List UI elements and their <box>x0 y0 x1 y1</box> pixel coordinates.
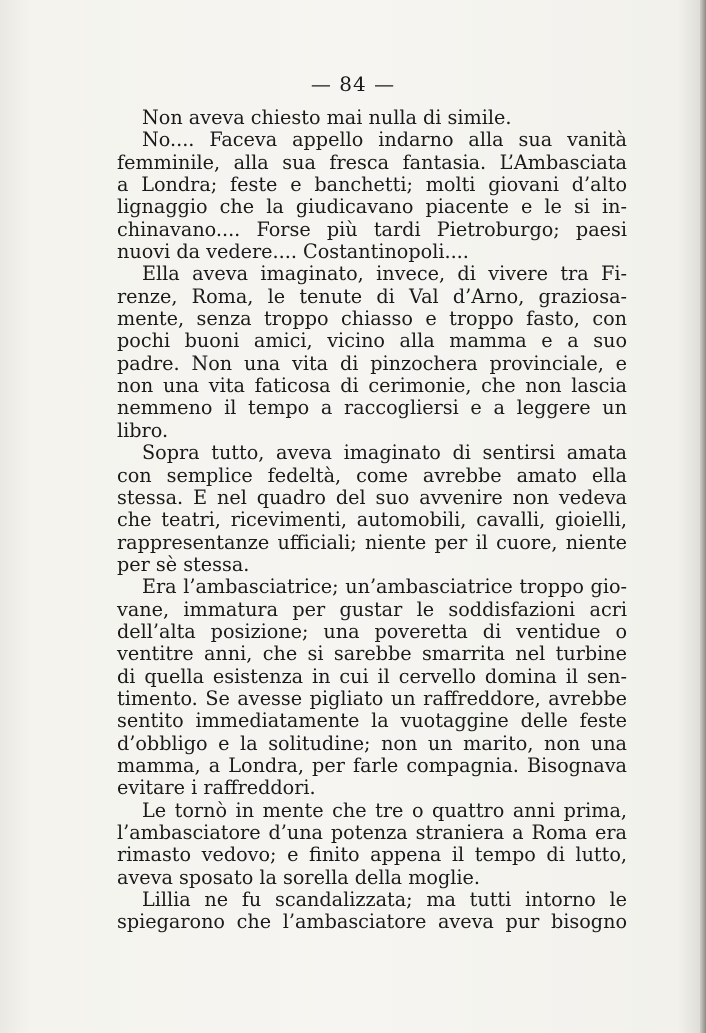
text-line: l’ambasciatore d’una potenza straniera a Roma era <box>117 821 627 844</box>
text-line: sentito immediatamente la vuotaggine delle feste <box>117 709 627 733</box>
text-line: renze, Roma, le tenute di Val d’Arno, graziosa- <box>117 284 627 308</box>
page-number: — 84 — <box>310 72 396 96</box>
text-line: Sopra tutto, aveva imaginato di sentirsi amata <box>142 441 627 465</box>
text-line: mamma, a Londra, per farle compagnia. Bisognava <box>117 753 627 777</box>
text-line: ventitre anni, che si sarebbe smarrita nel turbine <box>117 642 627 666</box>
text-line: non una vita faticosa di cerimonie, che non lascia <box>117 374 627 398</box>
text-line: evitare i raffreddori. <box>117 776 316 800</box>
body-text <box>117 107 627 934</box>
text-line: nuovi da vedere.... Costantinopoli.... <box>117 240 469 264</box>
text-line: lignaggio che la giudicavano piacente e le si in- <box>117 195 627 219</box>
text-line: che teatri, ricevimenti, automobili, cavalli, gioielli, <box>117 508 627 532</box>
text-line: di quella esistenza in cui il cervello domina il sen- <box>117 664 627 688</box>
text-line: timento. Se avesse pigliato un raffreddore, avrebbe <box>117 686 627 710</box>
text-line: pochi buoni amici, vicino alla mamma e a suo <box>117 329 627 353</box>
text-line: No.... Faceva appello indarno alla sua vanità <box>142 128 627 152</box>
text-line: a Londra; feste e banchetti; molti giovani d’alto <box>117 173 627 197</box>
text-line: chinavano.... Forse più tardi Pietroburgo; paesi <box>117 217 627 241</box>
text-line: stessa. E nel quadro del suo avvenire non vedeva <box>117 485 627 509</box>
text-line: padre. Non una vita di pinzochera provinciale, e <box>117 351 627 375</box>
page-edge-shadow <box>700 0 706 1033</box>
text-line: Non aveva chiesto mai nulla di simile. <box>142 106 512 129</box>
text-line: dell’alta posizione; una poveretta di ventidue o <box>117 619 627 643</box>
text-line: per sè stessa. <box>117 552 250 576</box>
text-line: Era l’ambasciatrice; un’ambasciatrice troppo gio- <box>142 575 627 599</box>
text-line: femminile, alla sua fresca fantasia. L’Ambasciata <box>117 150 627 174</box>
text-line: libro. <box>117 418 169 442</box>
text-line: Ella aveva imaginato, invece, di vivere tra Fi- <box>142 262 627 286</box>
text-line: d’obbligo e la solitudine; non un marito, non una <box>117 731 627 755</box>
text-line: vane, immatura per gustar le soddisfazioni acri <box>117 597 627 621</box>
text-line: nemmeno il tempo a raccogliersi e a leggere un <box>117 396 627 420</box>
text-line: Lillia ne fu scandalizzata; ma tutti intorno le <box>142 888 627 912</box>
text-line: rimasto vedovo; e finito appena il tempo di lutto, <box>117 843 627 867</box>
text-line: con semplice fedeltà, come avrebbe amato ella <box>117 463 627 487</box>
text-line: Le tornò in mente che tre o quattro anni prima, <box>142 798 627 822</box>
text-line: spiegarono che l’ambasciatore aveva pur bisogno <box>117 910 627 934</box>
text-line: mente, senza troppo chiasso e troppo fasto, con <box>117 307 627 331</box>
text-line: aveva sposato la sorella della moglie. <box>117 865 480 889</box>
text-line: rappresentanze ufficiali; niente per il cuore, niente <box>117 530 627 554</box>
